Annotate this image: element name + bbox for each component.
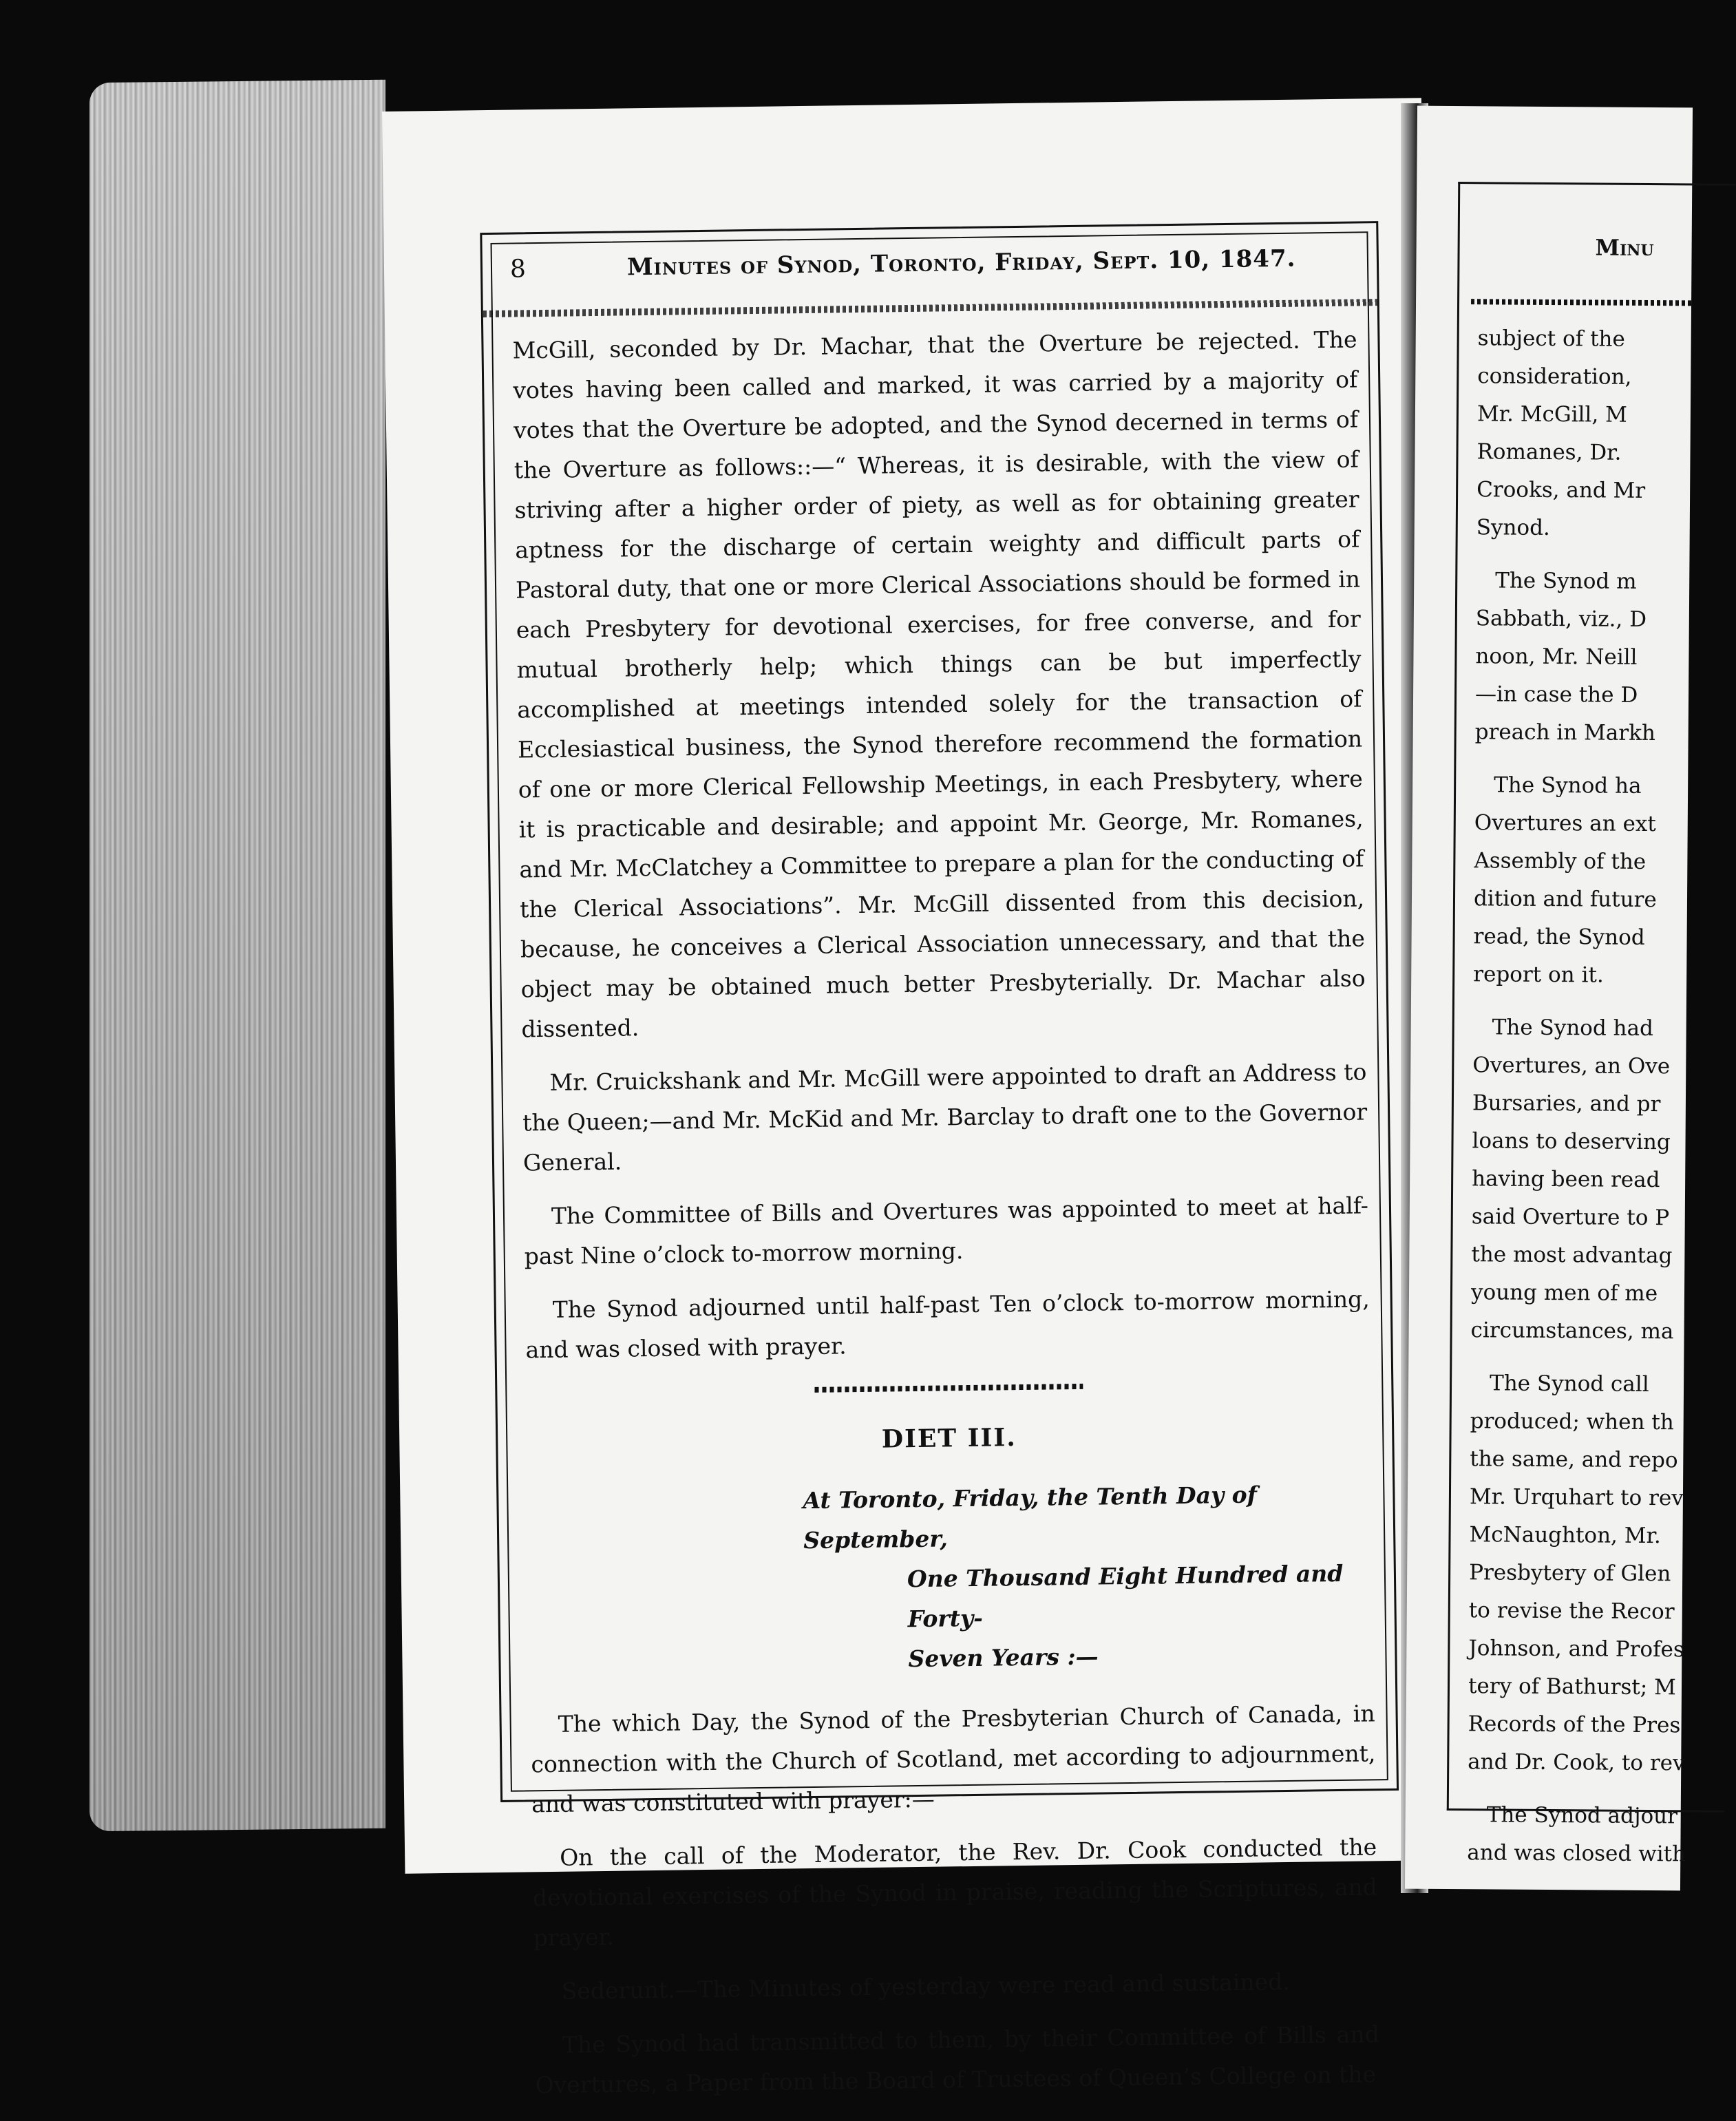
text-line: said Overture to P (1471, 1204, 1670, 1231)
right-paragraph (1467, 1796, 1688, 1873)
text-line: circumstances, ma (1470, 1318, 1674, 1344)
text-line: Bursaries, and pr (1472, 1090, 1661, 1117)
dateline-line: At Toronto, Friday, the Tenth Day of September, (803, 1481, 1258, 1554)
paragraph: Sederunt.—The Minutes of yesterday were read and sustained. (561, 1967, 1290, 2005)
right-page-body (1467, 319, 1698, 1888)
text-line: —in case the D (1474, 682, 1638, 708)
text-line: and Dr. Cook, to rev (1468, 1749, 1685, 1776)
text-line: having been read (1472, 1166, 1660, 1193)
text-line: and was closed with (1467, 1840, 1686, 1867)
text-line: The Synod adjour (1486, 1802, 1678, 1829)
text-line: produced; when th (1470, 1408, 1674, 1435)
text-line: Synod. (1476, 515, 1550, 540)
text-line: Mr. Urquhart to rev (1469, 1484, 1684, 1511)
section-heading: DIET III. (881, 1423, 1017, 1454)
right-paragraph (1470, 1009, 1693, 1351)
text-line: subject of the (1477, 326, 1625, 352)
section-divider (814, 1384, 1083, 1393)
text-line: The Synod ha (1494, 772, 1642, 799)
text-line: Johnson, and Profes (1468, 1636, 1685, 1663)
right-running-head: Minu (1595, 234, 1654, 262)
text-line: Sabbath, viz., D (1475, 606, 1647, 632)
paragraph: On the call of the Moderator, the Rev. Dr. Cook conducted the devotional exercises of the Synod in praise, reading the Scriptures, and prayer. (532, 1833, 1378, 1952)
page-body (512, 319, 1380, 2119)
text-line: Romanes, Dr. (1476, 439, 1622, 465)
page-number: 8 (509, 255, 527, 284)
right-paragraph (1473, 766, 1695, 995)
dateline-line: One Thousand Eight Hundred and Forty- (907, 1559, 1344, 1633)
text-line: Records of the Pres (1468, 1711, 1681, 1738)
text-line: The Synod had (1492, 1015, 1654, 1042)
text-line: report on it. (1473, 962, 1604, 988)
right-paragraph (1475, 562, 1697, 752)
text-line: read, the Synod (1473, 924, 1645, 950)
text-line: Mr. McGill, M (1476, 401, 1627, 428)
text-line: Presbytery of Glen (1469, 1560, 1671, 1587)
text-line: the most advantag (1471, 1242, 1673, 1269)
paragraph: Mr. Cruickshank and Mr. McGill were appointed to draft an Address to the Queen;—and Mr. McKid and Mr. Barclay to draft one to the Governor General. (522, 1058, 1368, 1176)
text-line: dition and future (1473, 886, 1657, 913)
text-line: Overtures, an Ove (1472, 1053, 1671, 1079)
text-line: preach in Markh (1474, 719, 1656, 746)
text-line: Overtures an ext (1474, 810, 1656, 837)
right-paragraph (1476, 319, 1698, 548)
text-line: McNaughton, Mr. (1469, 1522, 1661, 1549)
dateline-line: Seven Years :— (908, 1643, 1099, 1673)
text-line: tery of Bathurst; M (1468, 1674, 1676, 1700)
text-line: The Synod call (1489, 1371, 1649, 1397)
text-line: consideration, (1477, 363, 1632, 390)
text-line: The Synod m (1495, 568, 1637, 594)
text-line: noon, Mr. Neill (1475, 644, 1638, 670)
right-paragraph (1468, 1364, 1691, 1782)
paragraph: The Synod had transmitted to them, by their Committee of Bills and Overtures, a Paper from the Board of Trustees of Queen’s College on the (535, 2020, 1379, 2099)
right-page (1405, 106, 1693, 1891)
text-line: Crooks, and Mr (1476, 477, 1646, 503)
paragraph: McGill, seconded by Dr. Machar, that the Overture be rejected. The votes having been called and marked, it was carried by a majority of votes that the Overture be adopted, and the Synod decerned in terms of the Overture as follows::—“ Whereas, it is desirable, with the view of striving after a higher order of piety, as well as for obtaining greater aptness for the discharge of certain weighty and difficult parts of Pastoral duty, that one or more Clerical Associations should be formed in each Presbytery for devotional exercises, for free converse, and for mutual brotherly help; which things can be but imperfectly accomplished at meetings intended solely for the transaction of Ecclesiastical business, the Synod therefore recommend the formation of one or more Clerical Fellowship Meetings, in each Presbytery, where it is practicable and desirable; and appoint Mr. George, Mr. Romanes, and Mr. McClatchey a Committee to prepare a plan for the conducting of the Clerical Associations”. Mr. McGill dissented from this decision, because, he conceives a Clerical Association unnecessary, and that the object may be obtained much better Presbyterially. Dr. Machar also dissented. (512, 326, 1366, 1043)
running-head-title: Minutes of Synod, Toronto, Friday, Sept. 10, 1847. (626, 244, 1296, 282)
paragraph: The Committee of Bills and Overtures was appointed to meet at half-past Nine o’clock to-morrow morning. (524, 1192, 1369, 1270)
paragraph: The which Day, the Synod of the Presbyterian Church of Canada, in connection with the Church of Scotland, met according to adjournment, and was constituted with prayer:— (531, 1700, 1376, 1818)
text-line: Assembly of the (1474, 848, 1647, 874)
page-border (480, 221, 1399, 2099)
dateline (803, 1473, 1375, 1680)
text-line: the same, and repo (1470, 1446, 1678, 1473)
text-line: young men of me (1470, 1280, 1658, 1307)
text-line: to revise the Recor (1468, 1598, 1675, 1625)
text-line: loans to deserving (1472, 1128, 1671, 1155)
book-page-edges (89, 80, 385, 1832)
paragraph: The Synod adjourned until half-past Ten o’clock to-morrow morning, and was closed with prayer. (525, 1285, 1370, 1364)
left-page (382, 98, 1444, 2099)
